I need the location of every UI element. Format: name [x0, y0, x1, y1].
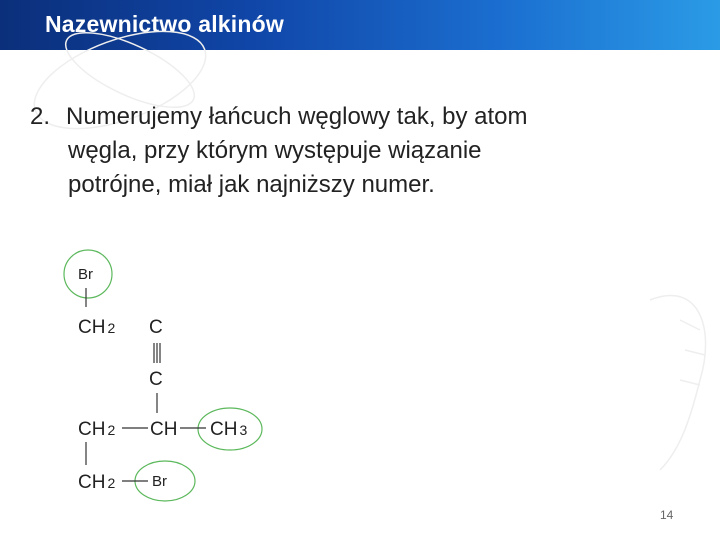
atom-ch3: CH 3	[210, 419, 248, 440]
body-line-1: 2. Numerujemy łańcuch węglowy tak, by atom	[30, 100, 670, 134]
atom-ch: CH	[150, 419, 178, 440]
atom-ch2-top: CH 2	[78, 317, 116, 338]
atom-br-top: Br	[78, 266, 93, 283]
page-number: 14	[660, 508, 674, 522]
body-line-2: węgla, przy którym występuje wiązanie	[68, 137, 482, 164]
atom-c-top: C	[149, 317, 163, 338]
atom-ch2-mid: CH 2	[78, 419, 116, 440]
body-line-3: potrójne, miał jak najniższy numer.	[68, 171, 435, 198]
body-text	[30, 100, 670, 202]
atom-ch2-bottom: CH 2	[78, 472, 116, 493]
slide-title: Nazewnictwo alkinów	[45, 11, 284, 37]
header-bar	[0, 0, 720, 50]
structural-formula	[60, 245, 280, 505]
list-number: 2.	[30, 103, 51, 130]
atom-c-bottom: C	[149, 369, 163, 390]
atom-br-bottom: Br	[152, 473, 167, 490]
